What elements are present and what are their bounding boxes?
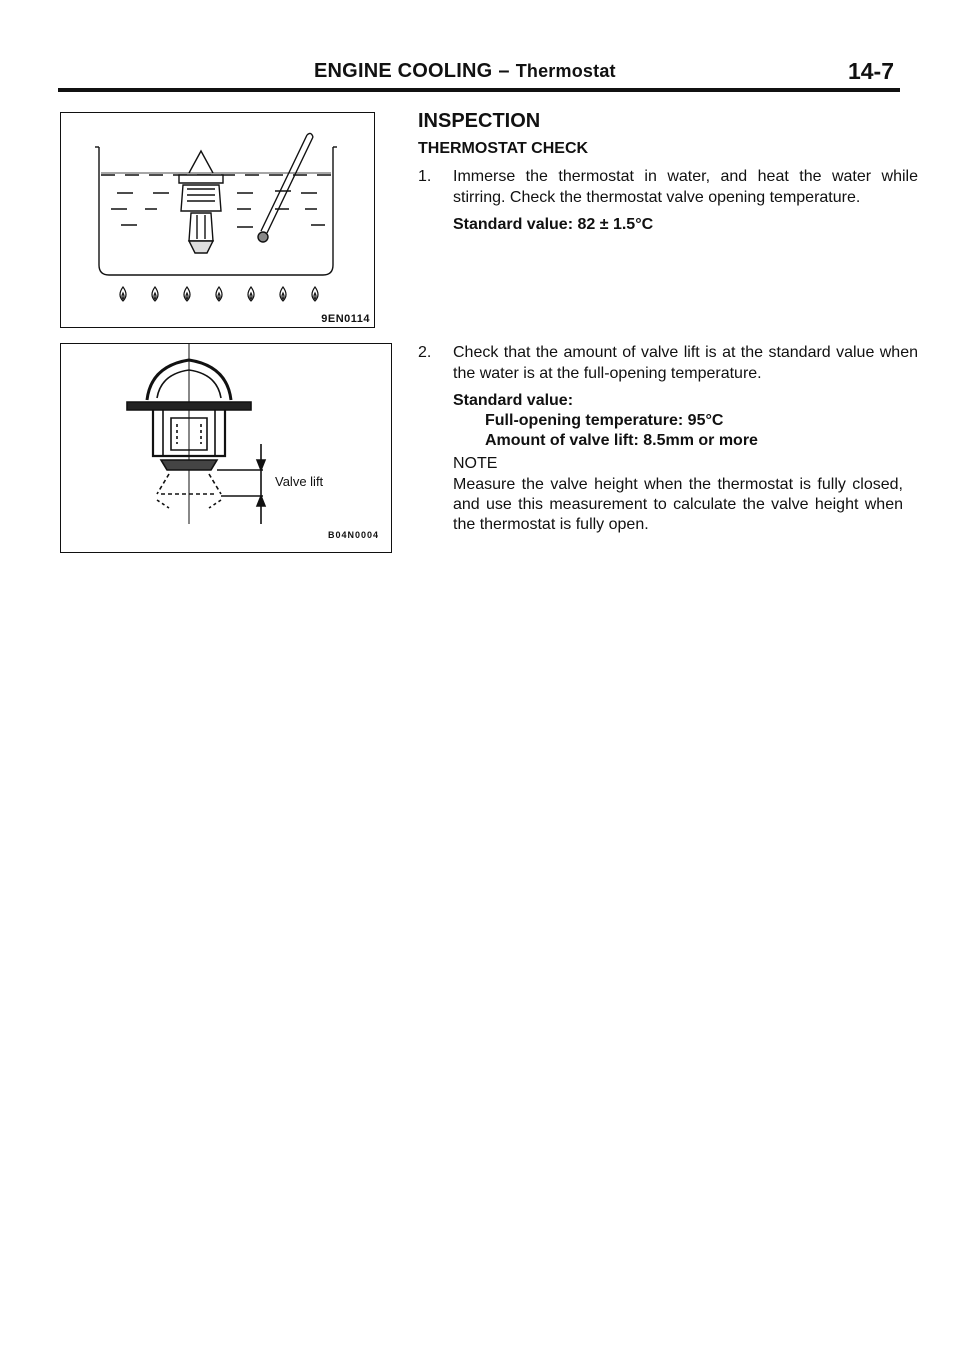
water-bath-illustration bbox=[61, 113, 374, 327]
title-sub: Thermostat bbox=[515, 61, 616, 81]
section-title: INSPECTION bbox=[418, 110, 541, 132]
valve-lift-amount: Amount of valve lift: 8.5mm or more bbox=[485, 432, 758, 449]
valve-lift-label: Valve lift bbox=[275, 474, 324, 489]
page-number: 14-7 bbox=[847, 58, 894, 84]
step-number: 1. bbox=[418, 168, 432, 185]
thermostat-cross-section bbox=[61, 344, 391, 552]
figure-code: B04N0004 bbox=[327, 530, 379, 540]
step-text: Check that the amount of valve lift is at the standard value when the water is at the full-opening temperature. bbox=[453, 344, 918, 382]
subsection-title: THERMOSTAT CHECK bbox=[418, 140, 589, 157]
figure-thermostat-in-water bbox=[60, 112, 375, 328]
standard-value: Standard value: 82 ± 1.5°C bbox=[453, 216, 654, 233]
title-main: ENGINE COOLING bbox=[314, 60, 493, 82]
header-rule bbox=[58, 88, 900, 92]
figure-code: 9EN0114 bbox=[321, 313, 370, 325]
page-header bbox=[58, 58, 900, 92]
note-text: Measure the valve height when the thermostat is fully closed, and use this measurement to calculate the valve height when the thermostat is fully open. bbox=[453, 476, 903, 533]
page-title bbox=[314, 60, 616, 83]
title-dash: – bbox=[498, 60, 510, 82]
standard-value-label: Standard value: bbox=[453, 392, 574, 409]
full-opening-temperature: Full-opening temperature: 95°C bbox=[485, 412, 724, 429]
step-text: Immerse the thermostat in water, and heat the water while stirring. Check the thermostat valve opening temperature. bbox=[453, 168, 918, 206]
figure-valve-lift bbox=[60, 343, 392, 553]
note-label: NOTE bbox=[453, 455, 498, 472]
step-number: 2. bbox=[418, 344, 432, 361]
